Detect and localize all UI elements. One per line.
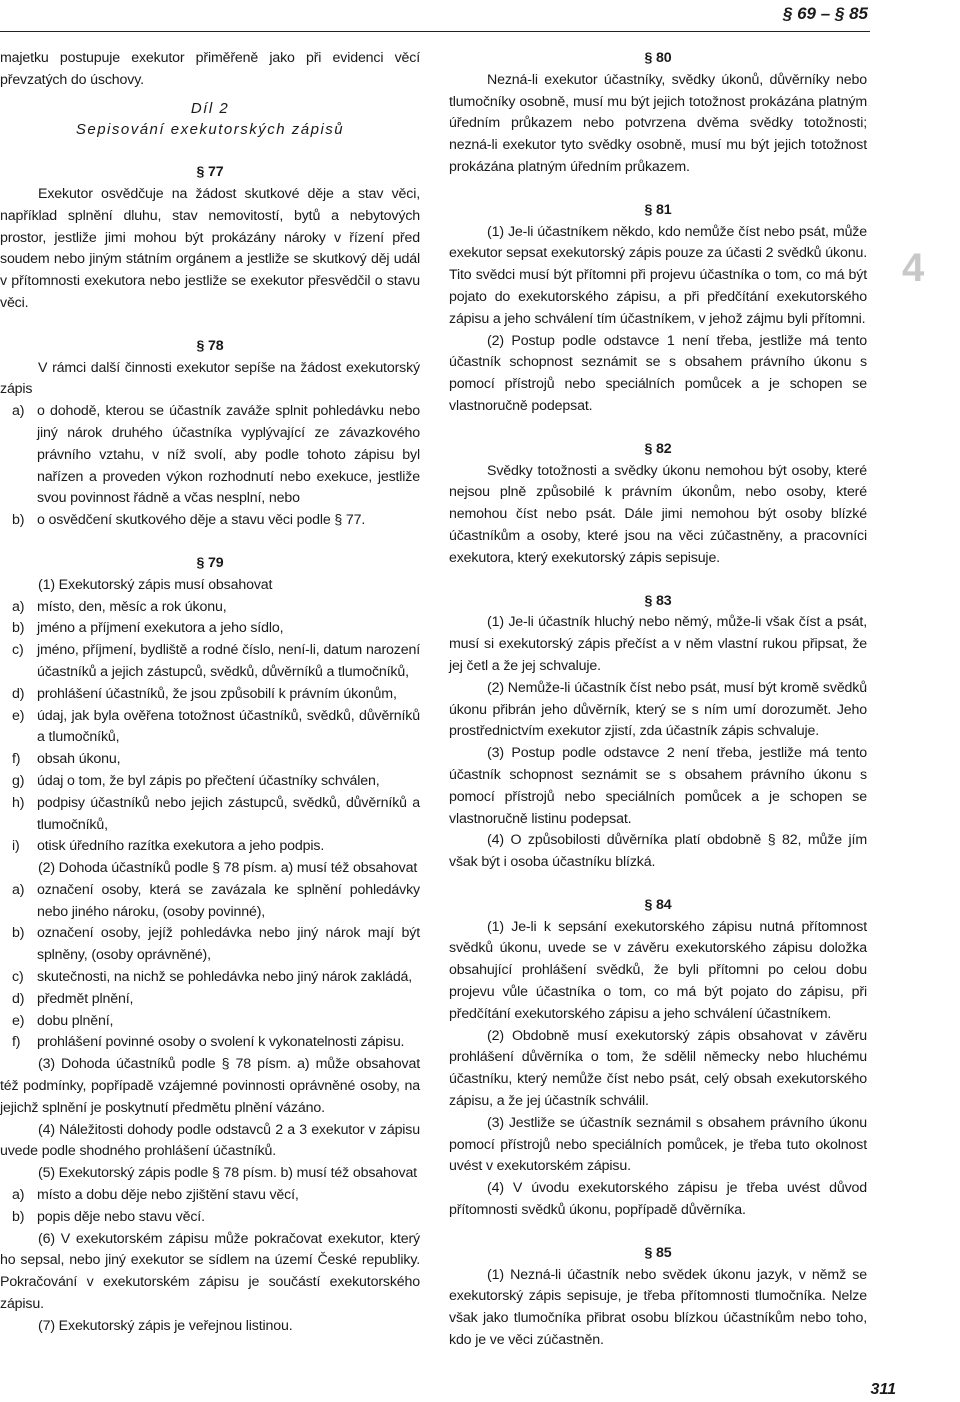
list-item: a) označení osoby, která se zavázala ke splnění pohledávky nebo jiného nároku, (osoby povinné), (12, 881, 420, 920)
list-item: e) dobu plnění, (12, 1012, 114, 1029)
section-83-p4: (4) O způsobilosti důvěrníka platí obdobně § 82, může jím však být i osoba účastníku blízká. (449, 832, 867, 871)
section-83-p3: (3) Postup podle odstavce 2 není třeba, jestliže má tento účastník schopnost seznámit se s obsahem právního úkonu s pomocí přístrojů nebo speciálních pomůcek a je schopen se vlastnoručně listinu podepsat. (449, 745, 867, 827)
list-item: f) prohlášení povinné osoby o svolení k vykonatelnosti zápisu. (12, 1034, 405, 1051)
section-82-heading: § 82 (644, 440, 672, 457)
intro-paragraph: majetku postupuje exekutor přiměřeně jako při evidenci věcí převzatých do úschovy. (0, 50, 420, 88)
left-column (0, 48, 420, 1338)
list-item: i) otisk úředního razítka exekutora a jeho podpis. (12, 838, 325, 855)
list-item: d) předmět plnění, (12, 990, 134, 1007)
header-rule (0, 31, 870, 32)
list-item: c) skutečnosti, na nichž se pohledávka nebo jiný nárok zakládá, (12, 969, 413, 986)
list-item: a) místo a dobu děje nebo zjištění stavu věcí, (12, 1187, 299, 1204)
section-84-p2: (2) Obdobně musí exekutorský zápis obsahovat v závěru prohlášení důvěrníka o tom, že sdělil německy nebo hluchému účastníku, který nemůže číst nebo psát, celý obsah exekutorského zápisu, a že jej účastník schválil. (449, 1027, 867, 1110)
section-84-heading: § 84 (644, 896, 672, 913)
section-77-text: Exekutor osvědčuje na žádost skutkové děje a stav věci, například splnění dluhu, stav nemovitostí, bytů a nebytových prostor, jestliže jimi mohou být prokázány nároky v řízení před soudem nebo jiným státním orgánem a jestliže se skutkový děj udál v přítomnosti exekutora nebo jestliže se exekutor přesvědčil o stavu věci. (0, 185, 420, 311)
section-79-list-1 (0, 597, 420, 859)
section-79-p4: (4) Náležitosti dohody podle odstavců 2 a 3 exekutor v zápisu uvede podle shodného prohlášení účastníků. (0, 1121, 420, 1160)
page-number: 311 (870, 1381, 896, 1398)
section-84-p4: (4) V úvodu exekutorského zápisu je třeba uvést důvod přítomnosti svědků úkonu, popřípadě důvěrníka. (449, 1180, 867, 1219)
section-79-p1: (1) Exekutorský zápis musí obsahovat (38, 576, 273, 593)
list-item: a) místo, den, měsíc a rok úkonu, (12, 598, 227, 615)
part-subtitle: Sepisování exekutorských zápisů (75, 121, 345, 139)
section-81-p2: (2) Postup podle odstavce 1 není třeba, jestliže má tento účastník schopnost seznámit se s obsahem právního úkonu s pomocí přístrojů nebo speciálních pomůcek a je schopen se vlastnoručně podepsat. (449, 332, 867, 414)
section-84-p1: (1) Je-li k sepsání exekutorského zápisu nutná přítomnost svědků úkonu, uvede se v závěru exekutorského zápisu doložka obsahující prohlášení svědků, že byli přítomni po celou dobu projevu vůle účastníka o tom, co má být pojato do zápisu, při předčítání exekutorského zápisu a jeho schválení účastníkem. (449, 918, 867, 1022)
section-78-intro: V rámci další činnosti exekutor sepíše na žádost exekutorský zápis (0, 359, 420, 398)
section-83-p2: (2) Nemůže-li účastník číst nebo psát, musí být kromě svědků úkonu přibrán jeho důvěrník, který se s ním umí dorozumět. Jeho prostřednictvím exekutor zjistí, zda účastník zápis schvaluje. (449, 679, 867, 740)
section-78-list (0, 401, 420, 532)
section-81-p1: (1) Je-li účastníkem někdo, kdo nemůže číst nebo psát, může exekutor sepsat exekutorský zápis pouze za účasti 2 svědků úkonu. Tito svědci musí být přítomni při projevu účastníka o tom, co má být pojato do exekutorského zápisu, a při předčítání exekutorského zápisu a jeho schválení tím účastníkem, v jehož zájmu byli přítomni. (449, 223, 867, 327)
section-83-heading: § 83 (644, 592, 672, 609)
section-79-p7: (7) Exekutorský zápis je veřejnou listinou. (38, 1317, 293, 1334)
list-item: e) údaj, jak byla ověřena totožnost účastníků, svědků, důvěrníků a tlumočníků, (12, 707, 420, 746)
list-item: d) prohlášení účastníků, že jsou způsobilí k právním úkonům, (12, 685, 397, 702)
list-item: a) o dohodě, kterou se účastník zaváže splnit pohledávku nebo jiný nárok druhého účastníka vyplývající ze závazkového právního vztahu, v níž svolí, aby podle tohoto zápisu byl nařízen a proveden výkon rozhodnutí nebo exekuce, jestliže svou povinnost řádně a včas nesplní, nebo (12, 403, 420, 507)
section-79-p6: (6) V exekutorském zápisu může pokračovat exekutor, který ho sepsal, nebo jiný exekutor se sídlem na území České republiky. Pokračování v exekutorském zápisu je součástí exekutorského zápisu. (0, 1230, 420, 1313)
section-85-p1: (1) Nezná-li účastník nebo svědek úkonu jazyk, v němž se exekutorský zápis sepisuje, je třeba přítomnosti tlumočníka. Nelze však jako tlumočníka přibrat osobu blízkou účastníkům nebo toho, kdo je ve věci zúčastněn. (449, 1266, 867, 1349)
part-title: Díl 2 (190, 99, 230, 117)
list-item: b) jméno a příjmení exekutora a jeho sídlo, (12, 620, 284, 637)
section-77-heading: § 77 (196, 164, 224, 181)
list-item: f) obsah úkonu, (12, 751, 121, 768)
section-79-p3: (3) Dohoda účastníků podle § 78 písm. a) může obsahovat též podmínky, popřípadě vzájemné povinnosti oprávněné osoby, na jejichž splnění je poskytnutí předmětu plnění vázáno. (0, 1056, 420, 1116)
section-79-p2: (2) Dohoda účastníků podle § 78 písm. a) musí též obsahovat (38, 860, 418, 877)
list-item: b) popis děje nebo stavu věcí. (12, 1208, 205, 1225)
section-80-heading: § 80 (644, 50, 672, 66)
section-79-list-5 (0, 1185, 420, 1229)
section-83-p1: (1) Je-li účastník hluchý nebo němý, může-li však číst a psát, musí si exekutorský zápis přečíst a v něm vlastní rukou připsat, že jej četl a že jej schvaluje. (449, 614, 867, 674)
list-item: g) údaj o tom, že byl zápis po přečtení účastníky schválen, (12, 772, 380, 789)
right-column (449, 48, 867, 1352)
section-82-text: Svědky totožnosti a svědky úkonu nemohou být osoby, které nejsou plně způsobilé k právním úkonům, nebo osoby, které nemohou číst nebo psát. Dále jimi nemohou být osoby blízké účastníkům a osoby, které jsou na věci zúčastněny, a pracovníci exekutora, který exekutorský zápis sepisuje. (449, 462, 867, 566)
section-79-heading: § 79 (196, 554, 224, 571)
list-item: c) jméno, příjmení, bydliště a rodné číslo, není-li, datum narození účastníků a jejich zástupců, svědků, důvěrníků a tlumočníků, (12, 642, 420, 680)
section-85-heading: § 85 (644, 1244, 672, 1261)
running-head: § 69 – § 85 (782, 4, 868, 23)
list-item: b) označení osoby, jejíž pohledávka nebo jiný nárok mají být splněny, (osoby oprávněné), (12, 925, 420, 964)
list-item: h) podpisy účastníků nebo jejich zástupců, svědků, důvěrníků a tlumočníků, (12, 794, 420, 833)
section-78-heading: § 78 (196, 337, 224, 354)
section-79-p5: (5) Exekutorský zápis podle § 78 písm. b) musí též obsahovat (38, 1165, 417, 1182)
section-80-text: Nezná-li exekutor účastníky, svědky úkonů, důvěrníky nebo tlumočníky osobně, musí mu být jejich totožnost prokázána platným úředním průkazem nebo potvrzena dvěma svědky totožnosti; nezná-li exekutor tyto svědky osobně, musí mu být jejich totožnost prokázána platným úředním průkazem. (449, 71, 867, 175)
section-79-list-2 (0, 880, 420, 1054)
chapter-tab-marker: 4 (902, 246, 925, 290)
section-81-heading: § 81 (644, 201, 672, 218)
section-84-p3: (3) Jestliže se účastník seznámil s obsahem právního úkonu pomocí přístrojů nebo speciálních pomůcek, je třeba tuto okolnost uvést v exekutorském zápisu. (449, 1114, 867, 1175)
list-item: b) o osvědčení skutkového děje a stavu věci podle § 77. (12, 512, 366, 529)
